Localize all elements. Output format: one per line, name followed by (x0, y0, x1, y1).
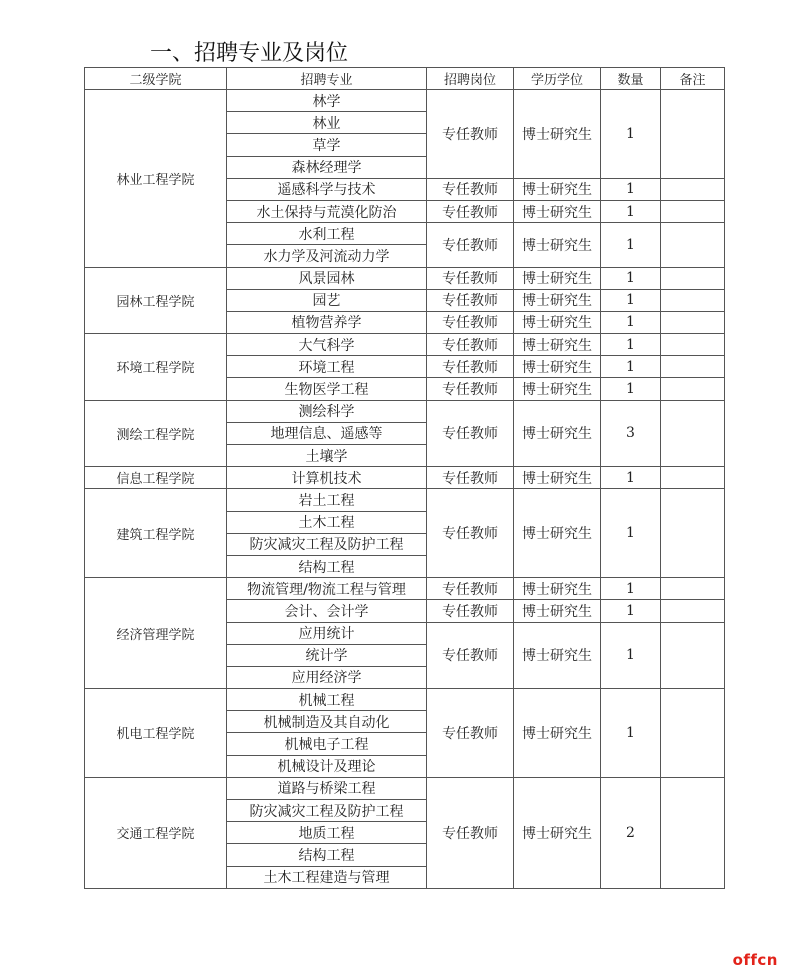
major-cell: 地质工程 (227, 822, 427, 844)
table-row (85, 777, 725, 799)
remark-cell (661, 467, 725, 489)
position-cell: 专任教师 (427, 622, 514, 689)
major-cell: 防灾减灾工程及防护工程 (227, 800, 427, 822)
major-cell: 计算机技术 (227, 467, 427, 489)
table-row (85, 467, 725, 489)
major-cell: 园艺 (227, 289, 427, 311)
degree-cell: 博士研究生 (514, 267, 601, 289)
count-cell: 1 (601, 223, 661, 267)
college-cell: 机电工程学院 (85, 689, 227, 778)
degree-cell: 博士研究生 (514, 578, 601, 600)
count-cell: 1 (601, 689, 661, 778)
major-cell: 生物医学工程 (227, 378, 427, 400)
degree-cell: 博士研究生 (514, 378, 601, 400)
header-row (85, 68, 725, 90)
position-cell: 专任教师 (427, 200, 514, 222)
table-row (85, 267, 725, 289)
college-cell: 林业工程学院 (85, 90, 227, 268)
major-cell: 结构工程 (227, 844, 427, 866)
degree-cell: 博士研究生 (514, 178, 601, 200)
position-cell: 专任教师 (427, 223, 514, 267)
major-cell: 结构工程 (227, 555, 427, 577)
college-cell: 环境工程学院 (85, 334, 227, 401)
major-cell: 机械设计及理论 (227, 755, 427, 777)
major-cell: 风景园林 (227, 267, 427, 289)
degree-cell: 博士研究生 (514, 334, 601, 356)
remark-cell (661, 311, 725, 333)
major-cell: 草学 (227, 134, 427, 156)
table-row (85, 578, 725, 600)
major-cell: 机械工程 (227, 689, 427, 711)
remark-cell (661, 489, 725, 578)
college-cell: 信息工程学院 (85, 467, 227, 489)
section-heading: 一、招聘专业及岗位 (150, 41, 349, 66)
major-cell: 测绘科学 (227, 400, 427, 422)
degree-cell: 博士研究生 (514, 489, 601, 578)
remark-cell (661, 777, 725, 888)
college-cell: 建筑工程学院 (85, 489, 227, 578)
header-college: 二级学院 (85, 68, 227, 90)
degree-cell: 博士研究生 (514, 467, 601, 489)
header-position: 招聘岗位 (427, 68, 514, 90)
major-cell: 林业 (227, 112, 427, 134)
position-cell: 专任教师 (427, 267, 514, 289)
table-row (85, 400, 725, 422)
college-cell: 交通工程学院 (85, 777, 227, 888)
count-cell: 1 (601, 489, 661, 578)
count-cell: 1 (601, 600, 661, 622)
position-cell: 专任教师 (427, 178, 514, 200)
major-cell: 水力学及河流动力学 (227, 245, 427, 267)
degree-cell: 博士研究生 (514, 400, 601, 467)
table-body (85, 90, 725, 889)
header-remark: 备注 (661, 68, 725, 90)
major-cell: 森林经理学 (227, 156, 427, 178)
count-cell: 1 (601, 578, 661, 600)
college-cell: 测绘工程学院 (85, 400, 227, 467)
major-cell: 机械制造及其自动化 (227, 711, 427, 733)
position-cell: 专任教师 (427, 777, 514, 888)
table-row (85, 334, 725, 356)
major-cell: 土木工程 (227, 511, 427, 533)
position-cell: 专任教师 (427, 689, 514, 778)
table-row (85, 90, 725, 112)
major-cell: 植物营养学 (227, 311, 427, 333)
position-cell: 专任教师 (427, 378, 514, 400)
degree-cell: 博士研究生 (514, 289, 601, 311)
degree-cell: 博士研究生 (514, 311, 601, 333)
position-cell: 专任教师 (427, 90, 514, 179)
major-cell: 道路与桥梁工程 (227, 777, 427, 799)
count-cell: 1 (601, 178, 661, 200)
degree-cell: 博士研究生 (514, 356, 601, 378)
major-cell: 土壤学 (227, 445, 427, 467)
remark-cell (661, 178, 725, 200)
position-cell: 专任教师 (427, 311, 514, 333)
position-cell: 专任教师 (427, 578, 514, 600)
remark-cell (661, 289, 725, 311)
position-cell: 专任教师 (427, 600, 514, 622)
count-cell: 1 (601, 267, 661, 289)
count-cell: 3 (601, 400, 661, 467)
major-cell: 会计、会计学 (227, 600, 427, 622)
position-cell: 专任教师 (427, 400, 514, 467)
count-cell: 1 (601, 90, 661, 179)
count-cell: 1 (601, 311, 661, 333)
remark-cell (661, 689, 725, 778)
count-cell: 1 (601, 289, 661, 311)
degree-cell: 博士研究生 (514, 223, 601, 267)
major-cell: 物流管理/物流工程与管理 (227, 578, 427, 600)
degree-cell: 博士研究生 (514, 777, 601, 888)
position-cell: 专任教师 (427, 334, 514, 356)
major-cell: 大气科学 (227, 334, 427, 356)
major-cell: 水利工程 (227, 223, 427, 245)
remark-cell (661, 267, 725, 289)
remark-cell (661, 356, 725, 378)
count-cell: 1 (601, 334, 661, 356)
major-cell: 土木工程建造与管理 (227, 866, 427, 888)
position-cell: 专任教师 (427, 356, 514, 378)
count-cell: 1 (601, 356, 661, 378)
position-cell: 专任教师 (427, 289, 514, 311)
count-cell: 1 (601, 622, 661, 689)
header-degree: 学历学位 (514, 68, 601, 90)
major-cell: 水土保持与荒漠化防治 (227, 200, 427, 222)
table-row (85, 489, 725, 511)
college-cell: 经济管理学院 (85, 578, 227, 689)
remark-cell (661, 334, 725, 356)
remark-cell (661, 90, 725, 179)
position-cell: 专任教师 (427, 489, 514, 578)
degree-cell: 博士研究生 (514, 90, 601, 179)
major-cell: 岩土工程 (227, 489, 427, 511)
count-cell: 1 (601, 200, 661, 222)
header-major: 招聘专业 (227, 68, 427, 90)
degree-cell: 博士研究生 (514, 689, 601, 778)
remark-cell (661, 622, 725, 689)
remark-cell (661, 223, 725, 267)
remark-cell (661, 600, 725, 622)
major-cell: 林学 (227, 90, 427, 112)
header-count: 数量 (601, 68, 661, 90)
table-row (85, 689, 725, 711)
position-cell: 专任教师 (427, 467, 514, 489)
recruitment-table (84, 67, 725, 889)
major-cell: 机械电子工程 (227, 733, 427, 755)
major-cell: 统计学 (227, 644, 427, 666)
count-cell: 2 (601, 777, 661, 888)
degree-cell: 博士研究生 (514, 200, 601, 222)
remark-cell (661, 378, 725, 400)
major-cell: 环境工程 (227, 356, 427, 378)
count-cell: 1 (601, 378, 661, 400)
remark-cell (661, 200, 725, 222)
degree-cell: 博士研究生 (514, 600, 601, 622)
major-cell: 应用统计 (227, 622, 427, 644)
degree-cell: 博士研究生 (514, 622, 601, 689)
watermark-logo: offcn (732, 951, 778, 969)
major-cell: 遥感科学与技术 (227, 178, 427, 200)
college-cell: 园林工程学院 (85, 267, 227, 334)
count-cell: 1 (601, 467, 661, 489)
remark-cell (661, 400, 725, 467)
major-cell: 防灾减灾工程及防护工程 (227, 533, 427, 555)
major-cell: 应用经济学 (227, 666, 427, 688)
major-cell: 地理信息、遥感等 (227, 422, 427, 444)
remark-cell (661, 578, 725, 600)
